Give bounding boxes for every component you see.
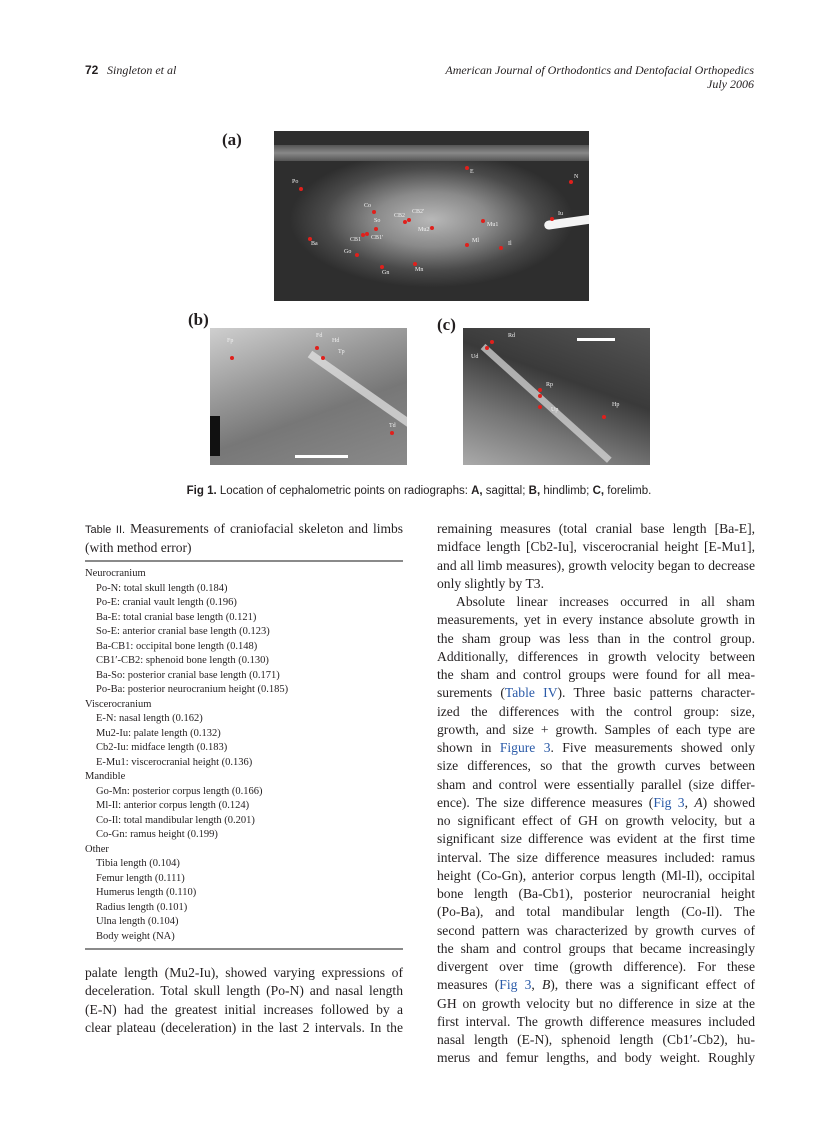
table-row: Go-Mn: posterior corpus length (0.166)	[96, 785, 263, 797]
figure-label: Fig 1.	[186, 485, 217, 497]
landmark-label: CB2	[394, 213, 406, 219]
landmark-dot	[499, 246, 503, 250]
text-run: ized the differences with the control group: size,	[437, 703, 755, 719]
landmark-label: Td	[389, 423, 396, 429]
text-line	[437, 885, 755, 903]
text-line	[437, 867, 755, 885]
radiograph-forelimb	[463, 328, 650, 465]
text-run: ), there was a significant effect of	[550, 977, 755, 993]
cross-reference-link[interactable]: Table IV	[504, 685, 558, 701]
text-run: ,	[531, 977, 542, 993]
table-row: Body weight (NA)	[96, 930, 175, 942]
landmark-label: Up	[551, 407, 559, 413]
caption-text: hindlimb;	[540, 485, 593, 497]
table-row: E-N: nasal length (0.162)	[96, 713, 203, 724]
table-section-heading: Mandible	[85, 771, 126, 782]
landmark-label: E	[470, 169, 474, 175]
caption-panel-a: A,	[471, 485, 483, 497]
table-row: Po-N: total skull length (0.184)	[96, 582, 228, 594]
table-caption: Measurements of craniofacial skeleton and limbs (with method error)	[85, 521, 403, 555]
text-run: surements (	[437, 685, 505, 701]
table-row: Cb2-Iu: midface length (0.183)	[96, 742, 228, 753]
landmark-dot	[365, 232, 369, 236]
text-run: the sham and control groups were found for all mea-	[437, 667, 755, 682]
text-line	[437, 538, 755, 556]
caption-text: Location of cephalometric points on radiographs:	[216, 485, 472, 497]
text-line	[437, 958, 755, 976]
text-run: measures (	[437, 977, 500, 993]
text-run: midface length [Cb2-Iu], viscerocranial height [E-Mu1],	[437, 539, 755, 555]
landmark-dot	[230, 356, 234, 360]
page-number: 72	[85, 63, 99, 77]
table-row: Ml-Il: anterior corpus length (0.124)	[96, 800, 250, 811]
text-run: sham and control were essentially parallel (size differ-	[437, 776, 755, 792]
table-row: Tibia length (0.104)	[96, 858, 180, 869]
text-run: palate length (Mu2-Iu), showed varying expressions of	[85, 965, 403, 980]
text-line	[437, 611, 755, 629]
text-run: merus and femur lengths, and body weight. Roughly	[437, 1050, 755, 1066]
landmark-dot	[490, 340, 494, 344]
text-run: the sham and control groups that became increasingly	[437, 940, 755, 956]
text-line	[437, 812, 755, 830]
table-row: Ba-So: posterior cranial base length (0.171)	[96, 669, 280, 681]
table-label: Table II.	[85, 524, 126, 536]
landmark-dot	[374, 227, 378, 231]
text-run: remaining measures (total cranial base length [Ba-E],	[437, 521, 755, 536]
landmark-label: Rd	[508, 333, 516, 339]
text-run: Absolute linear increases occurred in all sham	[456, 594, 755, 609]
landmark-dot	[430, 226, 434, 230]
text-line	[437, 739, 755, 757]
panel-a-label: (a)	[222, 130, 242, 149]
text-line	[437, 976, 755, 994]
text-run-italic: B	[541, 977, 551, 993]
text-run: significant size difference was evident at the first time	[437, 831, 755, 847]
caption-text: forelimb.	[604, 485, 652, 497]
text-line	[437, 575, 755, 593]
landmark-dot	[569, 180, 573, 184]
text-run: bone length (Ba-Cb1), posterior neurocranial height	[437, 886, 755, 901]
text-line	[437, 666, 755, 684]
landmark-dot	[538, 405, 542, 409]
text-line	[437, 995, 755, 1013]
text-run: ). Three basic patterns character-	[557, 685, 755, 701]
text-line	[437, 520, 755, 538]
landmark-label: CB2'	[412, 209, 425, 215]
caption-panel-c: C,	[592, 485, 605, 497]
landmark-label: Go	[344, 249, 352, 255]
table-bottom-rule	[85, 948, 403, 950]
text-run: GH on growth velocity but no difference in size at the	[437, 995, 755, 1011]
text-line	[437, 1049, 755, 1067]
scale-bar	[295, 455, 348, 458]
landmark-dot	[372, 210, 376, 214]
xray-bone	[308, 351, 407, 465]
text-line	[437, 630, 755, 648]
landmark-label: Co	[364, 203, 372, 209]
landmark-dot	[380, 265, 384, 269]
text-line	[437, 1013, 755, 1031]
xray-probe	[544, 213, 589, 230]
landmark-label: Ml	[472, 238, 480, 244]
text-line	[437, 1031, 755, 1049]
table-section-heading: Viscerocranium	[85, 698, 152, 710]
text-line	[437, 593, 755, 611]
table-title	[85, 520, 403, 556]
landmark-dot	[413, 262, 417, 266]
landmark-dot	[481, 219, 485, 223]
radiograph-hindlimb	[210, 328, 407, 465]
caption-text: sagittal;	[482, 485, 529, 497]
landmark-label: Gn	[382, 270, 390, 276]
text-run: nasal length (E-N), sphenoid length (Cb1′-Cb2), hu-	[437, 1032, 755, 1047]
table-row: Ulna length (0.104)	[96, 916, 179, 927]
table-row: CB1′-CB2: sphenoid bone length (0.130)	[96, 655, 269, 666]
text-line	[437, 648, 755, 666]
text-line	[437, 721, 755, 739]
journal-title: American Journal of Orthodontics and Dentofacial Orthopedics	[445, 63, 754, 77]
panel-b-label: (b)	[188, 310, 209, 329]
landmark-label: Hp	[612, 402, 620, 408]
text-run: ) showed	[702, 794, 755, 810]
text-run: (E-N) had the greatest initial increases followed by a	[85, 1001, 403, 1017]
landmark-dot	[538, 388, 542, 392]
landmark-label: Ud	[471, 354, 479, 360]
landmark-label: Po	[292, 179, 299, 185]
text-run-italic: A	[694, 794, 703, 810]
text-line	[85, 1001, 403, 1019]
landmark-dot	[355, 253, 359, 257]
table-section-heading: Other	[85, 843, 109, 855]
text-run: ,	[684, 794, 695, 810]
table-row: Ba-E: total cranial base length (0.121)	[96, 611, 257, 623]
table-body	[85, 567, 403, 944]
caption-panel-b: B,	[528, 485, 541, 497]
text-run: no significant effect of GH on growth velocity, but a	[437, 813, 755, 828]
text-run: second pattern was characterized by growth curves of	[437, 922, 755, 938]
text-run: interval. The size difference measures included: ramus	[437, 849, 755, 865]
landmark-label: Mu1	[487, 222, 499, 228]
text-run: shown in	[437, 740, 500, 755]
xray-bone	[481, 344, 612, 463]
table-row: Mu2-Iu: palate length (0.132)	[96, 727, 221, 739]
text-run: divergent over time (growth difference). For these	[437, 959, 755, 974]
text-line	[437, 849, 755, 867]
landmark-label: Hd	[332, 338, 340, 344]
text-line	[437, 703, 755, 721]
text-run: clear plateau (deceleration) in the last 2 intervals. In the	[85, 1019, 403, 1035]
landmark-label: Iu	[558, 211, 563, 217]
landmark-label: CB1	[350, 237, 362, 243]
text-run: the sham group was less than in the control group.	[437, 630, 755, 646]
cross-reference-link[interactable]: Figure 3	[499, 740, 551, 755]
radiograph-sagittal	[274, 131, 589, 301]
cross-reference-link[interactable]: Fig 3	[653, 794, 685, 810]
text-line	[437, 830, 755, 848]
journal-header	[445, 63, 754, 91]
text-line	[85, 982, 403, 1000]
issue-date: July 2006	[707, 77, 754, 91]
table-section-heading: Neurocranium	[85, 568, 146, 579]
table-row: Humerus length (0.110)	[96, 887, 197, 898]
xray-band	[274, 145, 589, 161]
text-line	[437, 557, 755, 575]
landmark-label: Mu2	[418, 227, 430, 233]
figure-caption	[0, 485, 838, 497]
table-row: Co-Il: total mandibular length (0.201)	[96, 814, 255, 826]
body-text-right	[437, 520, 755, 1068]
table-row: Radius length (0.101)	[96, 901, 188, 913]
landmark-dot	[465, 166, 469, 170]
landmark-dot	[321, 356, 325, 360]
running-authors: Singleton et al	[107, 63, 177, 77]
landmark-dot	[407, 218, 411, 222]
text-run: ence). The size difference measures (	[437, 794, 654, 810]
text-line	[85, 1019, 403, 1037]
landmark-label: Fd	[316, 333, 323, 339]
xray-marker	[210, 416, 220, 456]
text-line	[437, 903, 755, 921]
text-run: size differences, so that the growth curves between	[437, 758, 755, 774]
landmark-dot	[550, 217, 554, 221]
text-line	[437, 940, 755, 958]
landmark-label: CB1'	[371, 235, 384, 241]
table-ii	[85, 520, 403, 955]
table-row: Po-Ba: posterior neurocranium height (0.185)	[96, 684, 289, 695]
table-row: E-Mu1: viscerocranial height (0.136)	[96, 756, 253, 768]
text-run: Additionally, differences in growth velocity between	[437, 648, 755, 664]
text-line	[437, 757, 755, 775]
landmark-dot	[485, 346, 489, 350]
text-run: . Five measurements showed only	[550, 740, 756, 755]
body-text-left	[85, 964, 403, 1037]
text-line	[437, 776, 755, 794]
landmark-label: N	[574, 174, 579, 180]
panel-c-label: (c)	[437, 315, 456, 334]
landmark-dot	[390, 431, 394, 435]
text-line	[437, 794, 755, 812]
text-run: deceleration. Total skull length (Po-N) and nasal length	[85, 983, 403, 999]
text-run: only slightly by T3.	[437, 575, 544, 591]
landmark-label: Ba	[311, 241, 318, 247]
landmark-label: Fp	[227, 338, 234, 344]
text-line	[85, 964, 403, 982]
text-run: height (Co-Gn), anterior corpus length (Ml-Il), occipital	[437, 867, 755, 883]
text-run: growth, and size + growth. Samples of each type are	[437, 721, 755, 737]
table-row: Ba-CB1: occipital bone length (0.148)	[96, 640, 258, 652]
landmark-dot	[538, 394, 542, 398]
landmark-label: Tp	[338, 349, 345, 355]
landmark-label: So	[374, 218, 381, 224]
text-line	[437, 684, 755, 702]
landmark-label: Rp	[546, 382, 554, 388]
scale-bar	[577, 338, 615, 341]
table-row: Co-Gn: ramus height (0.199)	[96, 829, 218, 840]
table-top-rule	[85, 560, 403, 562]
table-row: Femur length (0.111)	[96, 872, 185, 884]
landmark-dot	[602, 415, 606, 419]
landmark-label: Il	[508, 241, 512, 247]
landmark-dot	[299, 187, 303, 191]
text-run: measurements, yet in every instance absolute growth in	[437, 612, 755, 628]
table-row: So-E: anterior cranial base length (0.123)	[96, 626, 270, 637]
table-row: Po-E: cranial vault length (0.196)	[96, 597, 237, 608]
text-line	[437, 922, 755, 940]
text-run: first interval. The growth difference measures included	[437, 1013, 755, 1029]
text-run: and all limb measures), growth velocity began to decrease	[437, 557, 755, 573]
cross-reference-link[interactable]: Fig 3	[499, 977, 532, 993]
landmark-dot	[315, 346, 319, 350]
text-run: (Po-Ba), and total mandibular length (Co-Il). The	[437, 904, 755, 920]
landmark-dot	[465, 243, 469, 247]
landmark-label: Mn	[415, 267, 424, 273]
